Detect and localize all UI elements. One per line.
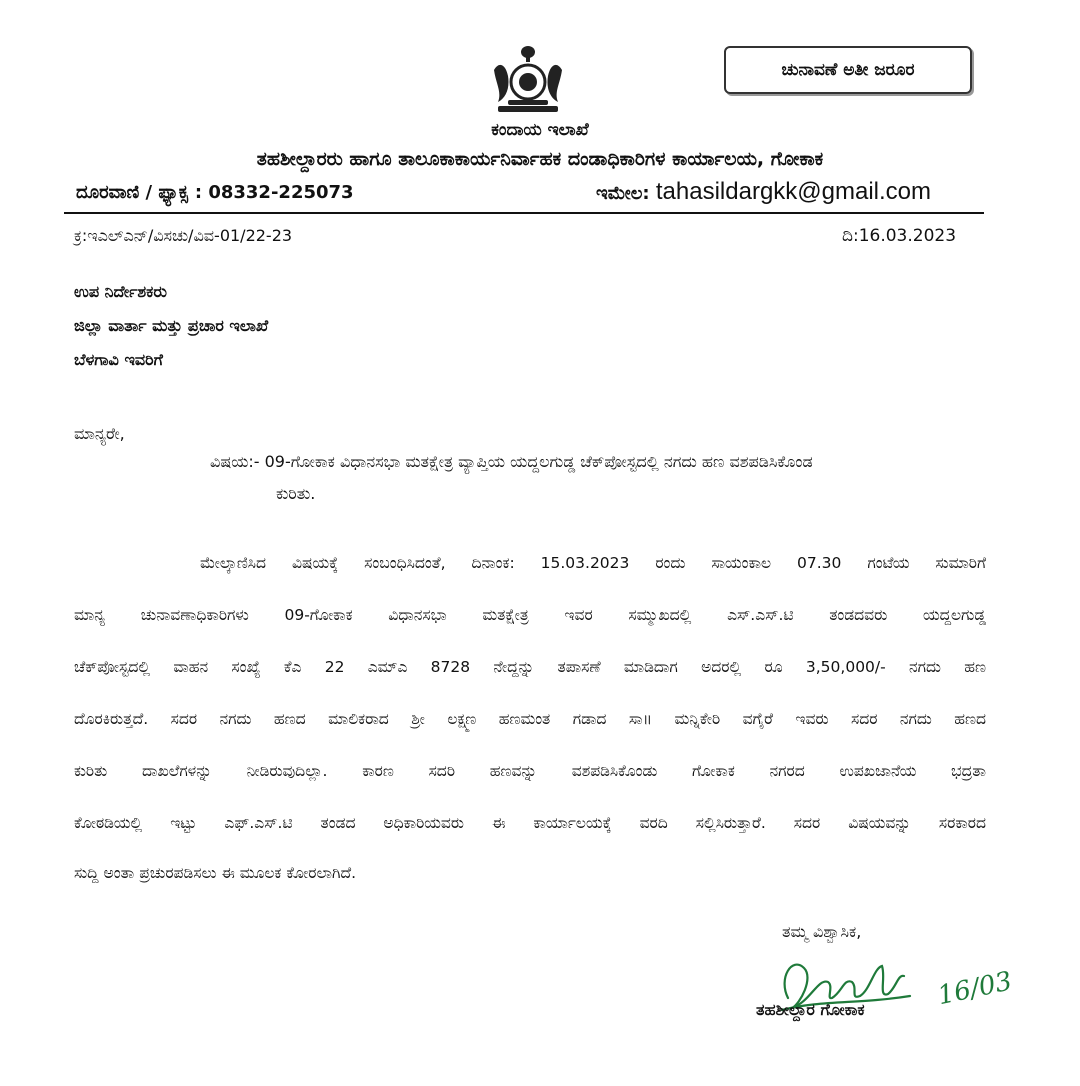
subject-line: ಕುರಿತು. <box>276 484 316 503</box>
karnataka-state-emblem-icon <box>488 42 568 120</box>
addressee-line: ಬೆಳಗಾವಿ ಇವರಿಗೆ <box>74 350 163 369</box>
reference-number: ಕ್ರ:ಇಎಲ್ಎನ್/ವಿಸಚು/ವಿವ-01/22-23 <box>74 226 293 245</box>
email-address: tahasildargkk@gmail.com <box>655 178 932 205</box>
addressee-line: ಉಪ ನಿರ್ದೇಶಕರು <box>74 282 167 301</box>
closing-phrase: ತಮ್ಮ ವಿಶ್ವಾಸಿಕ, <box>782 922 862 941</box>
signature-date: 16/03 <box>935 966 1015 1012</box>
addressee-line: ಜಿಲ್ಲಾ ವಾರ್ತಾ ಮತ್ತು ಪ್ರಚಾರ ಇಲಾಖೆ <box>74 316 269 335</box>
office-name: ತಹಶೀಲ್ದಾರರು ಹಾಗೂ ತಾಲೂಕಾಕಾರ್ಯನಿರ್ವಾಹಕ ದಂಡಾಧಿಕಾರಿಗಳ ಕಾರ್ಯಾಲಯ, ಗೋಕಾಕ <box>256 148 824 170</box>
header-divider <box>64 212 984 214</box>
body-line: ಕೋಠಡಿಯಲ್ಲಿ ಇಟ್ಟು ಎಫ್.ಎಸ್.ಟಿ ತಂಡದ ಅಧಿಕಾರಿಯವರು ಈ ಕಾರ್ಯಾಲಯಕ್ಕೆ ವರದಿ ಸಲ್ಲಿಸಿರುತ್ತಾರೆ. ಸದರ ವಿಷಯವನ್ನು ಸರಕಾರದ <box>74 814 986 832</box>
email-label: ಇಮೇಲ: <box>596 183 650 204</box>
body-line: ಮಾನ್ಯ ಚುನಾವಣಾಧಿಕಾರಿಗಳು 09-ಗೋಕಾಕ ವಿಧಾನಸಭಾ ಮತಕ್ಷೇತ್ರ ಇವರ ಸಮ್ಮುಖದಲ್ಲಿ ಎಸ್.ಎಸ್.ಟಿ ತಂಡದವರು ಯದ್ದಲಗುಡ್ಡ <box>74 606 986 624</box>
email-row <box>596 178 931 206</box>
urgent-election-stamp: ಚುನಾವಣೆ ಅತೀ ಜರೂರ <box>724 46 972 94</box>
salutation: ಮಾನ್ಯರೇ, <box>74 424 125 443</box>
signatory-designation: ತಹಶೀಲ್ದಾರ ಗೋಕಾಕ <box>756 1000 865 1019</box>
department-name: ಕಂದಾಯ ಇಲಾಖೆ <box>491 120 589 140</box>
subject-line: ವಿಷಯ:- 09-ಗೋಕಾಕ ವಿಧಾನಸಭಾ ಮತಕ್ಷೇತ್ರ ವ್ಯಾಪ್ತಿಯ ಯದ್ದಲಗುಡ್ಡ ಚೆಕ್‌ಪೋಸ್ಟದಲ್ಲಿ ನಗದು ಹಣ ವಶಪಡಿಸಿಕೊಂಡ <box>210 452 813 471</box>
phone-fax: ದೂರವಾಣಿ / ಫ್ಯಾಕ್ಸ : 08332-225073 <box>76 182 354 203</box>
body-line: ಸುದ್ದಿ ಅಂತಾ ಪ್ರಚುರಪಡಿಸಲು ಈ ಮೂಲಕ ಕೋರಲಾಗಿದೆ. <box>74 864 357 882</box>
body-line: ದೊರಕಿರುತ್ತದೆ. ಸದರ ನಗದು ಹಣದ ಮಾಲಿಕರಾದ ಶ್ರೀ ಲಕ್ಷ್ಮಣ ಹಣಮಂತ ಗಡಾದ ಸಾ॥ ಮನ್ನಿಕೇರಿ ವಗೈರೆ ಇವರು ಸದರ ನಗದು ಹಣದ <box>74 710 986 728</box>
body-line: ಚೆಕ್‌ಪೋಸ್ಟದಲ್ಲಿ ವಾಹನ ಸಂಖ್ಯೆ ಕೆಎ 22 ಎಮ್ಎ 8728 ನೇದ್ದನ್ನು ತಪಾಸಣೆ ಮಾಡಿದಾಗ ಅದರಲ್ಲಿ ರೂ 3,50,000/- ನಗದು ಹಣ <box>74 658 986 676</box>
body-line: ಕುರಿತು ದಾಖಲೆಗಳನ್ನು ನೀಡಿರುವುದಿಲ್ಲಾ. ಕಾರಣ ಸದರಿ ಹಣವನ್ನು ವಶಪಡಿಸಿಕೊಂಡು ಗೋಕಾಕ ನಗರದ ಉಪಖಜಾನೆಯ ಭದ್ರತಾ <box>74 762 986 780</box>
letter-date: ದಿ:16.03.2023 <box>842 226 957 246</box>
body-line: ಮೇಲ್ಕಾಣಿಸಿದ ವಿಷಯಕ್ಕೆ ಸಂಬಂಧಿಸಿದಂತೆ, ದಿನಾಂಕ: 15.03.2023 ರಂದು ಸಾಯಂಕಾಲ 07.30 ಗಂಟೆಯ ಸುಮಾರಿಗೆ <box>200 554 986 572</box>
